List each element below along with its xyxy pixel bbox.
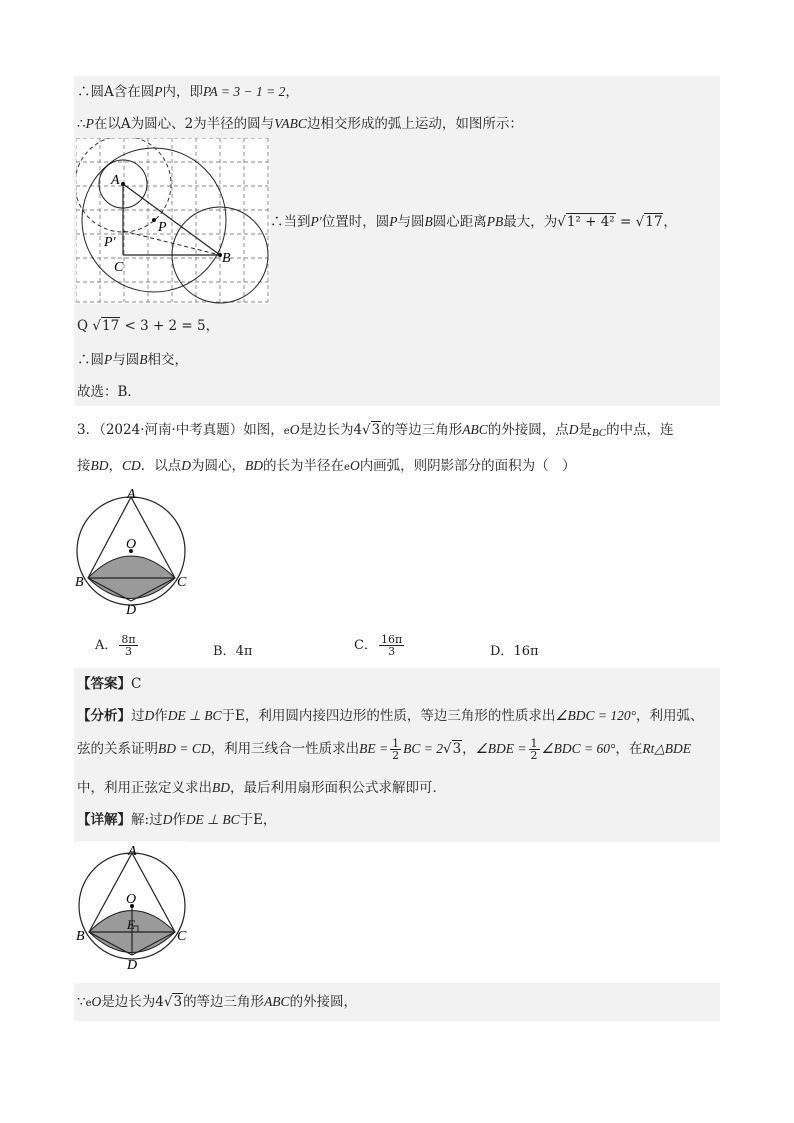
option-b[interactable]: B．4π [213,644,253,659]
label-b: B [222,251,231,266]
option-a[interactable]: A． $\frac{8\pi}{3}$ [95,633,136,658]
question-line-1: 3．（2024·河南·中考真题）如图，eO是边长为4√3的等边三角形ABC的外接圆，点D是BC的中点，连 [77,422,674,439]
point-a [121,182,125,186]
answer-line: 【答案】C [77,676,142,692]
figure-circumcircle-question [72,486,196,620]
solution-line-1: ∴圆A含在圆P内，即PA = 3 − 1 = 2， [77,84,299,100]
fig3-label-e: E [127,917,135,932]
detail-line-1: 【详解】解:过D作DE ⊥ BC于E， [77,812,277,828]
label-c: C [114,260,124,275]
option-d[interactable]: D．16π [490,644,539,659]
fig3-label-a: A [128,844,137,859]
fig3-label-d: D [127,958,138,973]
fig2-label-c: C [177,575,187,590]
solution-line-5: 故选：B． [77,384,141,400]
fig2-label-b: B [75,575,84,590]
fig3-label-c: C [177,929,187,944]
fig2-label-d: D [126,603,137,618]
fig2-label-o: O [126,537,137,552]
detail-last-line: ∵eO是边长为4√3的等边三角形ABC的外接圆， [77,994,358,1010]
fig3-label-b: B [76,929,85,944]
analysis-line-2: 弦的关系证明BD = CD，利用三线合一性质求出BE = $\frac{1}{2}$ BC = 2√3，∠BDE = $\frac{1}{2}$ ∠BDC = 60°，在Rt△BDE [77,737,692,762]
analysis-line-1: 【分析】过D作DE ⊥ BC于E，利用圆内接四边形的性质，等边三角形的性质求出∠BDC = 120°，利用弧、 [77,708,704,724]
label-pprime: P′ [104,235,116,250]
analysis-line-3: 中，利用正弦定义求出BD，最后利用扇形面积公式求解即可． [77,780,446,796]
fig3-label-o: O [126,892,137,907]
point-p [152,218,156,222]
figure-circumcircle-detail [75,841,189,975]
fig2-label-a: A [127,487,136,502]
figure-circles-grid [76,138,270,304]
solution-side-text: ∴当到P′位置时，圆P与圆B圆心距离PB最大，为√1² + 4² = √17， [270,214,677,230]
solution-line-3: Q √17 < 3 + 2 = 5， [77,318,220,334]
label-p: P [158,220,167,235]
solution-line-2: ∴P在以A为圆心、2为半径的圆与VABC边相交形成的弧上运动，如图所示： [77,116,523,132]
solution-line-4: ∴圆P与圆B相交， [77,352,188,368]
question-line-2: 接BD，CD．以点D为圆心，BD的长为半径在eO内画弧，则阴影部分的面积为（ ） [77,458,576,474]
option-c[interactable]: C． $\frac{16\pi}{3}$ [354,633,403,658]
label-a: A [111,173,120,188]
